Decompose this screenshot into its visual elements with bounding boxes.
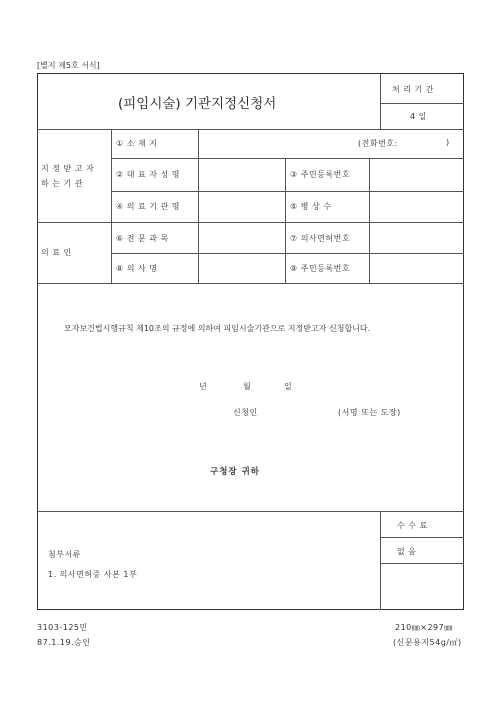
doctor-name-label: ⑧ 의 사 명 [116,264,158,273]
designated-institution-label-2: 하 는 기 관 [41,179,84,188]
divider [380,537,464,538]
divider [111,129,112,283]
divider [37,222,464,223]
divider [37,511,464,512]
resident-number-label: ③ 주민등록번호 [290,170,351,179]
fee-label: 수 수 료 [397,521,428,530]
institution-name-label: ④ 의 료 기 관 명 [116,202,181,211]
divider [37,283,464,284]
bed-count-label: ⑤ 병 상 수 [290,202,332,211]
divider [285,158,286,283]
representative-name-label: ② 대 표 자 성 명 [116,170,181,179]
resident-number-label-2: ⑨ 주민등록번호 [290,264,351,273]
divider [111,253,464,254]
location-label: ① 소 재 지 [116,139,158,148]
attachment-item: 1. 의사면허증 사본 1부 [48,570,138,579]
processing-period-value: 4 일 [410,112,427,121]
specialty-label: ⑥ 전 문 과 목 [116,234,169,243]
license-number-label: ⑦ 의사면허번호 [290,234,351,243]
signature-label: (서명 또는 도장) [338,408,401,417]
divider [380,511,381,610]
date-year: 년 [199,382,208,391]
approval-date: 87.1.19.승인 [37,638,91,647]
date-month: 월 [243,382,252,391]
paper-type: (신문용지54g/㎡) [393,638,462,647]
processing-period-label: 처 리 기 간 [392,85,435,94]
addressee: 구청장 귀하 [210,467,261,477]
divider [198,129,199,158]
divider [380,74,381,129]
applicant-label: 신청인 [233,408,258,417]
form-number: [별지 제5호 서식] [37,61,100,70]
divider [111,191,464,192]
form-code: 3103-125민 [37,623,88,632]
attachments-heading: 첨부서류 [48,550,81,559]
designated-institution-label: 지 정 받 고 자 [41,164,95,173]
phone-label: (전화번호: [358,139,398,148]
divider [369,158,370,283]
divider [380,563,464,564]
fee-value: 없 음 [397,547,417,556]
divider [198,158,199,283]
divider [380,103,464,104]
form-title: (피임시술) 기관지정신청서 [118,96,277,112]
divider [37,129,464,130]
paper-size: 210㎜×297㎜ [395,623,453,632]
date-day: 일 [284,382,293,391]
phone-close: ) [446,138,450,147]
doctor-section-label: 의 료 인 [41,248,72,257]
divider [111,158,464,159]
application-statement: 모자보건법시행규칙 제10조의 규정에 의하여 피임시술기관으로 지정받고자 신청합니다. [64,324,371,333]
